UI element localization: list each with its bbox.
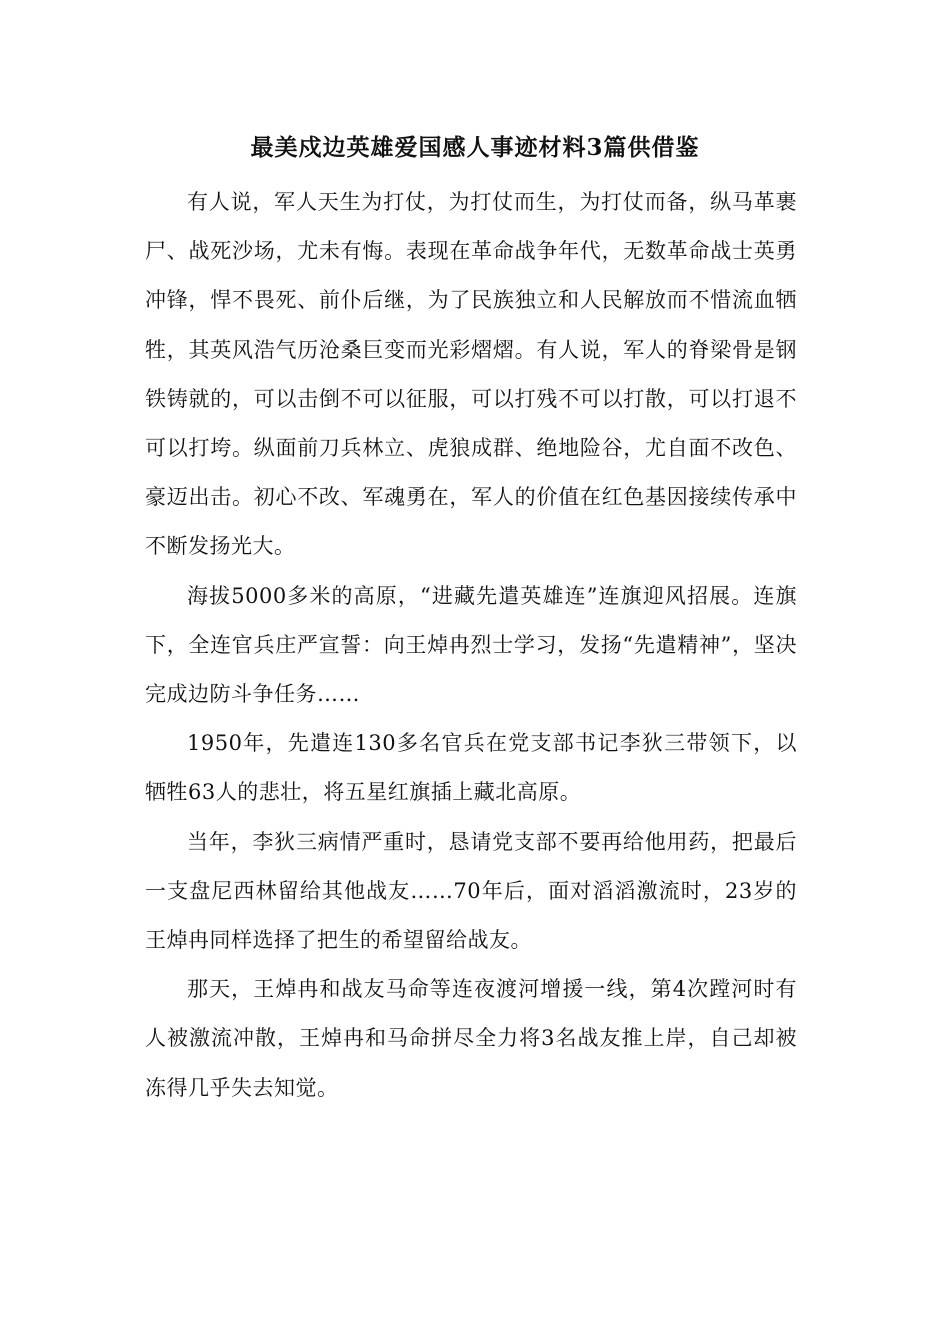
paragraph-1: 有人说，军人天生为打仗，为打仗而生，为打仗而备，纵马革裹尸、战死沙场，尤未有悔。表现在革命战争年代，无数革命战士英勇冲锋，悍不畏死、前仆后继，为了民族独立和人民解放而不惜流血牺牲，其英风浩气历沧桑巨变而光彩熠熠。有人说，军人的脊梁骨是钢铁铸就的，可以击倒不可以征服，可以打残不可以打散，可以打退不可以打垮。纵面前刀兵林立、虎狼成群、绝地险谷，尤自面不改色、豪迈出击。初心不改、军魂勇在，军人的价值在红色基因接续传承中不断发扬光大。 bbox=[145, 190, 797, 559]
paragraph-5: 那天，王焯冉和战友马命等连夜渡河增援一线，第4次蹚河时有人被激流冲散，王焯冉和马命拼尽全力将3名战友推上岸，自己却被冻得几乎失去知觉。 bbox=[145, 977, 797, 1100]
paragraph-4: 当年，李狄三病情严重时，恳请党支部不要再给他用药，把最后一支盘尼西林留给其他战友……70年后，面对滔滔激流时，23岁的王焯冉同样选择了把生的希望留给战友。 bbox=[145, 829, 797, 953]
paragraph-2: 海拔5000多米的高原，“进藏先遣英雄连”连旗迎风招展。连旗下，全连官兵庄严宣誓：向王焯冉烈士学习，发扬“先遣精神”，坚决完成边防斗争任务…… bbox=[145, 583, 797, 707]
document-body bbox=[145, 178, 797, 1113]
paragraph-3: 1950年，先遣连130多名官兵在党支部书记李狄三带领下，以牺牲63人的悲壮，将五星红旗插上藏北高原。 bbox=[145, 731, 797, 805]
document-title: 最美戍边英雄爱国感人事迹材料3篇供借鉴 bbox=[250, 134, 700, 161]
